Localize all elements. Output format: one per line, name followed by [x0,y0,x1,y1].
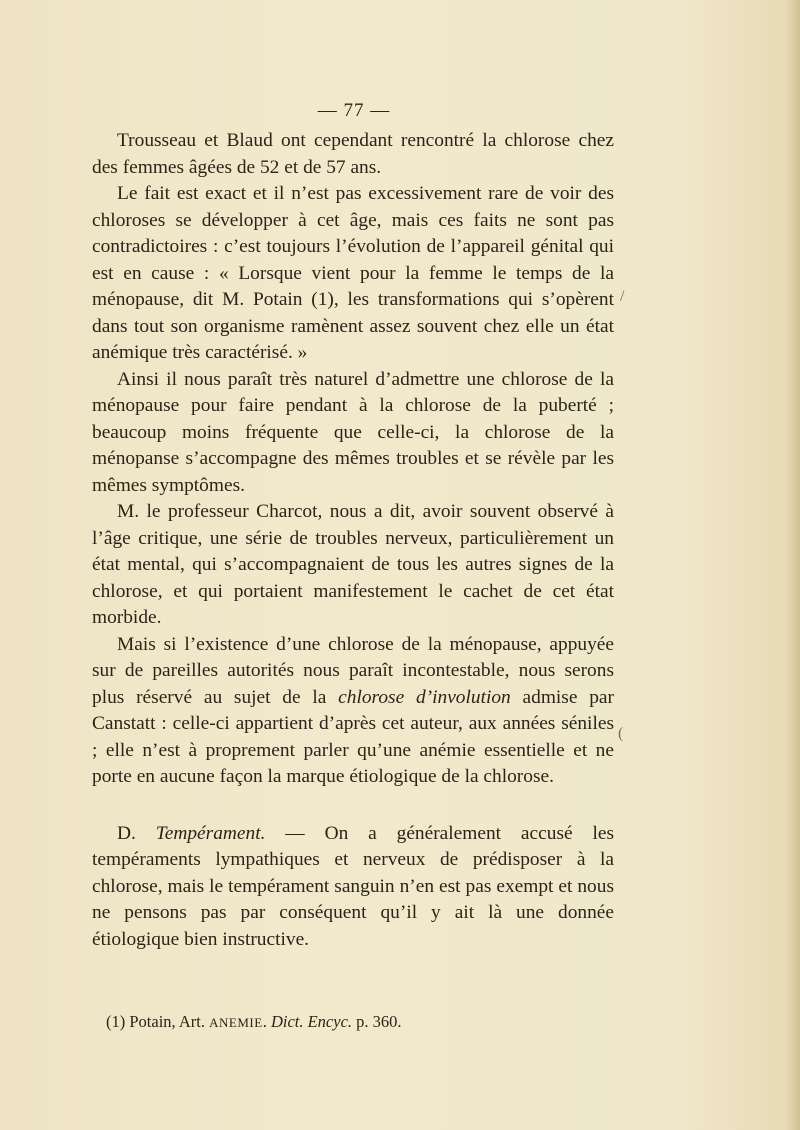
paragraph-1: Trousseau et Blaud ont cependant rencontré la chlorose chez des femmes âgées de 52 et de 57 ans. [92,130,614,178]
footnote-article: ANEMIE [209,1015,263,1030]
paragraph-5 [92,632,614,791]
section-temperament [92,821,614,954]
paragraph-5-start: Mais si l’existence d’une chlorose de la ménopause, appuyée sur de pareilles autorités nous paraît incontestable, nous serons plus réservé au sujet de la [92,633,614,708]
footnote-number: (1) [106,1012,130,1031]
margin-mark: ( [618,725,624,742]
section-title: Tempérament. [155,822,266,844]
section-label: D. [117,822,156,844]
paragraph-2: Le fait est exact et il n’est pas excessivement rare de voir des chloroses se développer à cet âge, mais ces faits ne sont pas contradictoires : c’est toujours l’évolution de l’appareil génital qui est en cause : « Lorsque vient pour la femme le temps de la ménopause, dit M. Potain (1), les transformations qui s’opèrent dans tout son organisme ramènent assez souvent chez elle un état anémique très caractérisé. » [92,183,614,363]
section-text: — On a généralement accusé les tempéraments lympathiques et nerveux de prédisposer à la chlorose, mais le tempérament sanguin n’en est pas exempt et nous ne pensons pas par conséquent qu’il y ait là une donnée étiologique bien instructive. [92,822,615,950]
term-chlorose-involution: chlorose d’involution [338,686,511,708]
paragraph-4: M. le professeur Charcot, nous a dit, avoir souvent observé à l’âge critique, une série de troubles nerveux, particulièrement un état mental, qui s’accompagnaient de tous les autres signes de la chlorose, et qui portaient manifestement le cachet de cet état morbide. [92,501,614,628]
footnote [106,1012,626,1032]
body-text [92,128,614,953]
footnote-author: Potain, Art. [129,1012,210,1031]
margin-mark: / [620,288,625,305]
page-edge-shadow [786,0,800,1130]
footnote-source: Dict. Encyc. [270,1012,353,1031]
paragraph-5-end: admise par Canstatt : celle-ci appartient d’après cet auteur, aux années séniles ; elle n’est à proprement parler qu’une anémie essentielle et ne porte en aucune façon la marque étiologique de la chlorose. [92,686,614,787]
paragraph-3: Ainsi il nous paraît très naturel d’admettre une chlorose de la ménopause pour faire pendant à la chlorose de la puberté ; beaucoup moins fréquente que celle-ci, la chlorose de la ménopanse s’accompagne des mêmes troubles et se révèle par les mêmes symptômes. [92,368,614,496]
page-number: — 77 — [317,100,391,121]
footnote-separator: . [262,1012,271,1031]
footnote-page: p. 360. [352,1012,402,1031]
